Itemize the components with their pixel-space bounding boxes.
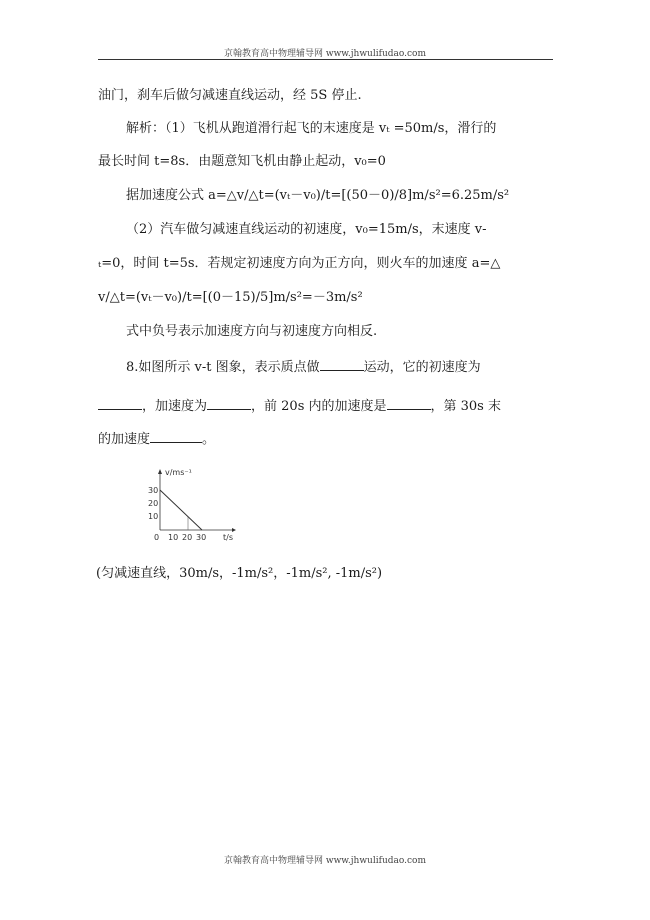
answer-blank [207,397,251,410]
text-line: （2）汽车做匀减速直线运动的初速度，v₀=15m/s，末速度 v- [126,222,487,237]
question-text: 。 [202,432,216,447]
y-axis-arrow [158,469,162,474]
question-line [98,397,558,415]
text-line: 式中负号表示加速度方向与初速度方向相反. [126,324,378,339]
origin-label: 0 [154,533,160,542]
answer-blank [150,430,202,443]
y-tick-label: 10 [148,512,159,521]
question-text: ，第 30s 末 [430,399,501,414]
text-line: v/△t=(vₜ－v₀)/t=[(0－15)/5]m/s²=－3m/s² [98,290,363,305]
text-line: 最长时间 t=8s．由题意知飞机由静止起动，v₀=0 [98,154,386,169]
text-line: 油门，刹车后做匀减速直线运动，经 5S 停止. [98,88,362,103]
x-tick-label: 10 [168,533,179,542]
y-tick-label: 20 [148,499,159,508]
page-footer: 京翰教育高中物理辅导网 www.jhwulifudao.com [224,856,426,866]
x-tick-label: 30 [196,533,207,542]
question-text: ，前 20s 内的加速度是 [251,399,387,414]
header-rule [98,59,553,60]
text-line: 解析：（1）飞机从跑道滑行起飞的末速度是 vₜ =50m/s，滑行的 [126,121,497,136]
x-axis-arrow [232,528,236,532]
question-line [98,430,558,448]
velocity-line [160,490,202,530]
y-tick-label: 30 [148,486,159,495]
x-tick-label: 20 [182,533,193,542]
answer-line: (匀减速直线，30m/s，-1m/s²，-1m/s², -1m/s²) [96,566,383,581]
answer-blank [98,397,142,410]
question-text: 运动，它的初速度为 [363,360,481,375]
question-text: 8.如图所示 v-t 图象，表示质点做 [126,360,320,375]
x-axis-label: t/s [223,533,233,542]
question-text: 的加速度 [98,432,151,447]
answer-blank [387,397,431,410]
answer-blank [320,358,364,371]
question-text: ，加速度为 [142,399,208,414]
vt-graph [140,466,240,546]
question-line [98,358,586,376]
y-axis-label: v/ms⁻¹ [165,468,192,477]
text-line: 据加速度公式 a=△v/△t=(vₜ－v₀)/t=[(50－0)/8]m/s²=6.25m/s² [126,188,510,203]
text-line: ₜ=0，时间 t=5s．若规定初速度方向为正方向，则火车的加速度 a=△ [98,256,501,271]
page-header: 京翰教育高中物理辅导网 www.jhwulifudao.com [224,49,426,59]
